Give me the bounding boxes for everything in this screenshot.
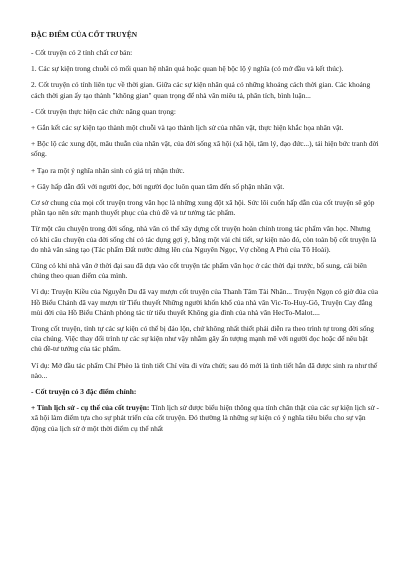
- paragraph: [31, 48, 379, 58]
- paragraph: [31, 182, 379, 192]
- paragraph: [31, 403, 379, 434]
- paragraph: [31, 123, 379, 133]
- paragraph: [31, 64, 379, 74]
- document-title: ĐẶC ĐIỂM CỦA CỐT TRUYỆN: [31, 30, 138, 39]
- paragraph-text: - Cốt truyện có 2 tính chất cơ bản:: [31, 48, 133, 57]
- paragraph: [31, 224, 379, 255]
- paragraph: [31, 324, 379, 355]
- paragraph: [31, 361, 379, 381]
- section-heading: [31, 387, 379, 397]
- paragraph: [31, 198, 379, 218]
- paragraph-text: - Cốt truyện thực hiện các chức năng quan trọng:: [31, 106, 176, 116]
- paragraph: [31, 261, 379, 281]
- paragraph-text: + Bộc lộ các xung đột, mâu thuẫn của nhân vật, của đời sống xã hội (xã hội, tâm lý, đạo đức...), tái hiện bức tranh đời sống.: [31, 139, 379, 159]
- bold-lead: - Cốt truyện có 3 đặc điểm chính:: [31, 387, 137, 397]
- paragraph: [31, 166, 379, 176]
- paragraph-text: + Gây hấp dẫn đối với người đọc, bởi người đọc luôn quan tâm đến số phận nhân vật.: [31, 181, 285, 191]
- paragraph-text: Cũng có khi nhà văn ở thời đại sau đã dựa vào cốt truyện tác phẩm văn học ở các thời đại trước, bổ sung, cải biên chúng theo quan điểm của mình.: [31, 261, 367, 281]
- paragraph-text: Ví dụ: Truyện Kiều của Nguyễn Du đã vay mượn cốt truyện của Thanh Tâm Tài Nhân... Truyện Ngọn có giờ đúa của Hồ Biểu Chánh đã vay mượn từ Tiểu thuyết Những người khốn khổ của nhà văn Vic-To-Huy-Gô, Truyện Cay đắng mùi đời của Hồ Biểu Chánh phỏng tác từ tiểu thuyết Không gia đình của nhà văn HecTo-Malot....: [31, 287, 379, 317]
- paragraph-text: + Tạo ra một ý nghĩa nhân sinh có giá trị nhận thức.: [31, 165, 185, 175]
- paragraph-text: + Gắn kết các sự kiện tạo thành một chuỗi và tạo thành lịch sử của nhân vật, thực hiện khắc họa nhân vật.: [31, 123, 344, 133]
- paragraph: [31, 80, 379, 100]
- paragraph-text: 2. Cốt truyện có tính liên tục về thời gian. Giữa các sự kiện nhân quả có những khoảng cách thời gian. Các khoảng cách thời gian ấy tạo thành "không gian" quan trọng để nhà văn miêu tả, phân tích, bình luận...: [31, 80, 371, 100]
- paragraph: [31, 287, 379, 318]
- paragraph-text: Tính lịch sử được biểu hiện thông qua tính chân thật của các sự kiện lịch sử - xã hội làm điểm tựa cho sự phát triển của cốt truyện. Đó thường là những sự kiện có ý nghĩa tiêu biểu cho sự vận động của lịch sử ở một thời điểm cụ thể nhất: [31, 403, 379, 433]
- paragraph-text: 1. Các sự kiện trong chuỗi có mối quan hệ nhân quả hoặc quan hệ bộc lộ ý nghĩa (có mở đầu và kết thúc).: [31, 64, 344, 74]
- paragraph-text: Ví dụ: Mở đầu tác phẩm Chí Phèo là tình tiết Chí vừa đi vừa chửi; sau đó mới là tình tiết hắn đã được sinh ra như thế nào...: [31, 360, 378, 380]
- paragraph-text: Trong cốt truyện, tính tự các sự kiện có thể bị đảo lộn, chứ không nhất thiết phải diễn ra theo trình tự trong đời sống của chúng. Việc thay đổi trình tự các sự kiện như vậy nhằm gây ấn tượng mạnh mẽ với người đọc hoặc để nêu bật chủ đề-tư tưởng của tác phẩm.: [31, 324, 374, 354]
- paragraph-text: Cơ sở chung của mọi cốt truyện trong văn học là những xung đột xã hội. Sức lôi cuốn hấp dẫn của cốt truyện sẽ góp phần tạo nên sức mạnh thuyết phục của chủ đề và tư tưởng tác phẩm.: [31, 198, 375, 218]
- paragraph-text: Từ một câu chuyện trong đời sống, nhà văn có thể xây dựng cốt truyện hoàn chỉnh trong tác phẩm văn học. Nhưng có khi câu chuyện của đời sống chỉ có tác dụng gợi ý, bằng một vài chi tiết, sự kiện nào đó, còn toàn bộ cốt truyện là do nhà văn sáng tạo (Tác phẩm Đất nước đứng lên của Nguyên Ngọc, Vợ chồng A Phủ của Tô Hoài).: [31, 224, 377, 254]
- paragraph: [31, 139, 379, 159]
- paragraph: [31, 107, 379, 117]
- bold-lead: + Tính lịch sử - cụ thể của cốt truyện:: [31, 403, 150, 413]
